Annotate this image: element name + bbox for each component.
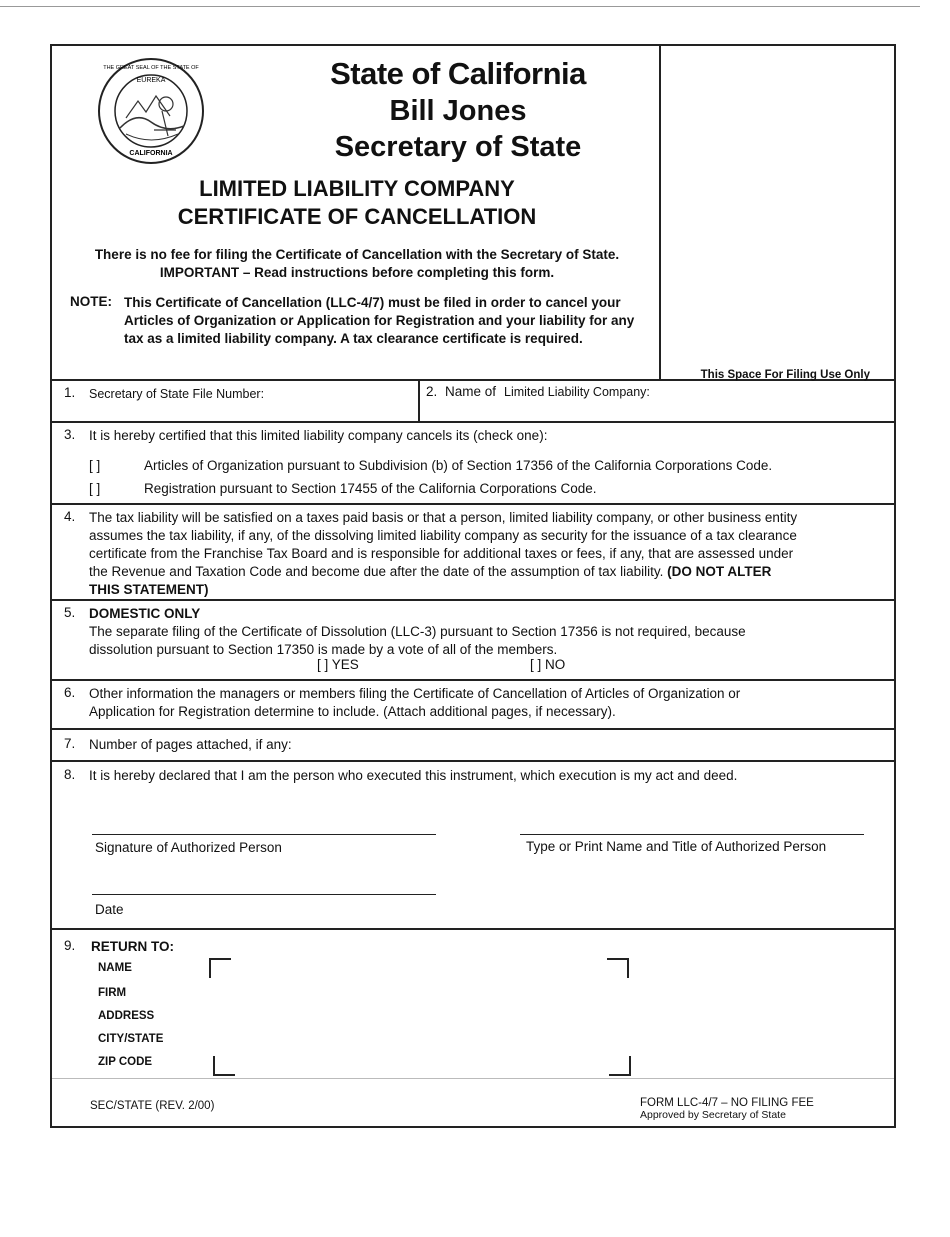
other-info-line-2: Application for Registration determine to include. (Attach additional pages, if necessary). xyxy=(89,704,616,719)
row-declaration xyxy=(52,760,894,930)
dissolution-line-1: The separate filing of the Certificate of Dissolution (LLC-3) pursuant to Section 17356 is not required, because xyxy=(89,624,746,639)
row-pages-attached xyxy=(52,728,894,762)
svg-text:THE GREAT SEAL OF THE STATE OF: THE GREAT SEAL OF THE STATE OF xyxy=(103,65,199,71)
llc-name-label: Limited Liability Company: xyxy=(504,385,650,399)
return-to-heading: RETURN TO: xyxy=(91,939,174,954)
registration-option-label: Registration pursuant to Section 17455 of the California Corporations Code. xyxy=(144,481,597,496)
form-number: FORM LLC-4/7 – NO FILING FEE xyxy=(640,1097,814,1109)
filing-use-box xyxy=(659,46,896,379)
item-1-number: 1. xyxy=(64,385,76,400)
registration-checkbox[interactable]: [ ] xyxy=(89,481,101,496)
other-information-text xyxy=(89,685,869,721)
state-title: State of California xyxy=(330,56,586,91)
top-rule xyxy=(0,6,920,7)
row-tax-liability xyxy=(52,503,894,601)
return-address-label: ADDRESS xyxy=(98,1010,155,1022)
no-checkbox[interactable]: [ ] NO xyxy=(530,657,566,672)
return-city-state-label: CITY/STATE xyxy=(98,1033,164,1045)
item-6-number: 6. xyxy=(64,685,76,700)
tax-line-3: certificate from the Franchise Tax Board and is responsible for additional taxes or fees, if any, that are assessed under xyxy=(89,546,794,561)
file-number-label: Secretary of State File Number: xyxy=(89,387,265,401)
articles-option-label: Articles of Organization pursuant to Subdivision (b) of Section 17356 of the California Corporations Code. xyxy=(144,458,773,473)
pages-attached-field[interactable] xyxy=(322,734,722,754)
item-3-number: 3. xyxy=(64,427,76,442)
row-divider xyxy=(418,379,420,421)
cancellation-form xyxy=(50,44,896,1128)
name-title-line[interactable] xyxy=(520,834,864,835)
return-name-label: NAME xyxy=(98,962,132,974)
return-zip-label: ZIP CODE xyxy=(98,1056,153,1068)
note-label: NOTE: xyxy=(70,294,112,309)
bracket-bottom-right xyxy=(609,1056,631,1076)
row-return-to xyxy=(52,928,894,1079)
fee-notice: There is no fee for filing the Certificate of Cancellation with the Secretary of State. xyxy=(94,247,620,262)
return-firm-label: FIRM xyxy=(98,987,127,999)
svg-text:EUREKA: EUREKA xyxy=(136,77,166,84)
important-notice: IMPORTANT – Read instructions before completing this form. xyxy=(159,265,555,280)
form-title-line1: LIMITED LIABILITY COMPANY xyxy=(199,176,515,201)
bracket-top-right xyxy=(607,958,629,978)
domestic-only-heading: DOMESTIC ONLY xyxy=(89,606,201,621)
file-number-field[interactable] xyxy=(92,403,412,417)
name-title-label: Type or Print Name and Title of Authorized Person xyxy=(526,839,827,854)
form-header xyxy=(52,46,894,381)
item-2-number: 2. xyxy=(426,384,438,399)
dissolution-line-2: dissolution pursuant to Section 17350 is made by a vote of all of the members. xyxy=(89,642,558,657)
tax-line-4 xyxy=(89,563,889,581)
yes-checkbox[interactable]: [ ] YES xyxy=(317,657,359,672)
articles-checkbox[interactable]: [ ] xyxy=(89,458,101,473)
date-label: Date xyxy=(95,902,124,917)
item-8-number: 8. xyxy=(64,767,76,782)
state-seal-icon xyxy=(96,56,206,166)
secretary-title: Secretary of State xyxy=(334,131,582,163)
item-7-number: 7. xyxy=(64,736,76,751)
tax-line-4-text: the Revenue and Taxation Code and become due after the date of the assumption of tax liability. xyxy=(89,564,664,579)
cancellation-statement: It is hereby certified that this limited liability company cancels its (check one): xyxy=(89,428,548,443)
row-domestic-only xyxy=(52,599,894,681)
llc-name-field[interactable] xyxy=(432,403,882,417)
form-revision: SEC/STATE (REV. 2/00) xyxy=(90,1100,215,1112)
bracket-top-left xyxy=(209,958,231,978)
tax-line-2: assumes the tax liability, if any, of the dissolving limited liability company as security for the issuance of a tax clearance xyxy=(89,528,797,543)
other-info-line-1: Other information the managers or members filing the Certificate of Cancellation of Articles of Organization or xyxy=(89,686,741,701)
svg-text:CALIFORNIA: CALIFORNIA xyxy=(129,150,173,157)
return-address-field[interactable] xyxy=(232,962,602,1072)
declaration-text: It is hereby declared that I am the person who executed this instrument, which execution is my act and deed. xyxy=(89,768,738,783)
do-not-alter-notice: (DO NOT ALTER xyxy=(667,564,772,579)
pages-attached-label: Number of pages attached, if any: xyxy=(89,737,292,752)
llc-name-prefix: Name of xyxy=(445,384,497,399)
secretary-name: Bill Jones xyxy=(389,95,527,127)
tax-liability-statement xyxy=(89,509,889,599)
filing-space-label: This Space For Filing Use Only xyxy=(700,369,870,381)
row-other-information xyxy=(52,679,894,730)
item-4-number: 4. xyxy=(64,509,76,524)
signature-line[interactable] xyxy=(92,834,436,835)
note-text: This Certificate of Cancellation (LLC-4/7) must be filed in order to cancel your Articles of Organization or Application for Registration and your liability for any tax as a limited liability company. A tax clearance certificate is required. xyxy=(124,295,635,346)
dissolution-statement xyxy=(89,623,889,659)
row-cancellation-type xyxy=(52,421,894,505)
item-9-number: 9. xyxy=(64,938,76,953)
tax-line-1: The tax liability will be satisfied on a taxes paid basis or that a person, limited liability company, or other business entity xyxy=(89,510,798,525)
item-5-number: 5. xyxy=(64,605,76,620)
form-title-line2: CERTIFICATE OF CANCELLATION xyxy=(177,204,537,229)
row-file-number-name xyxy=(52,379,894,423)
approval-note: Approved by Secretary of State xyxy=(640,1109,786,1121)
signature-label: Signature of Authorized Person xyxy=(95,840,282,855)
this-statement-notice: THIS STATEMENT) xyxy=(89,582,209,597)
date-line[interactable] xyxy=(92,894,436,895)
